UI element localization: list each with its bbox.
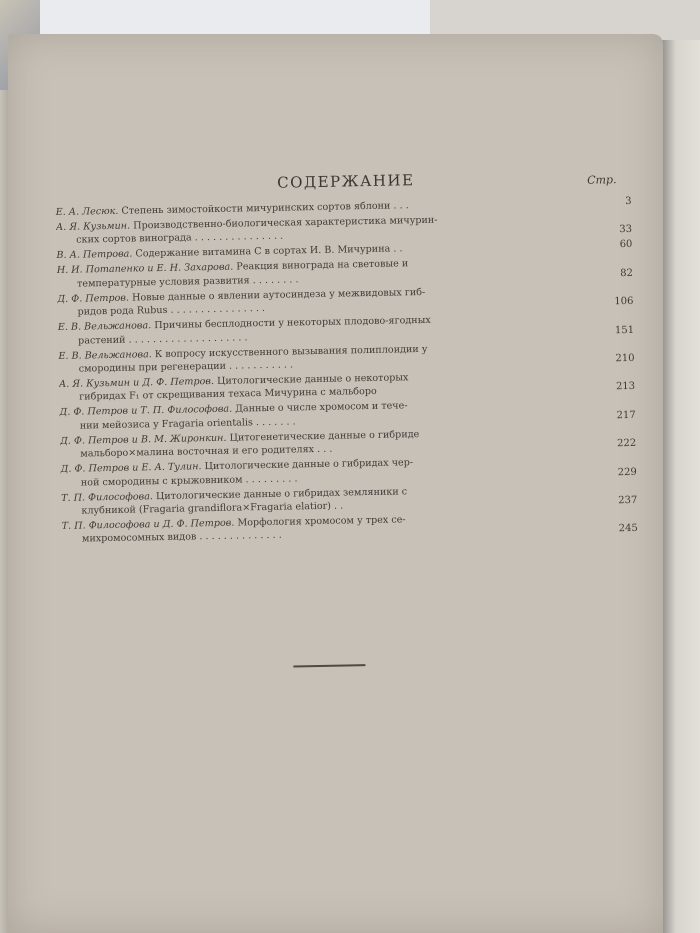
toc-entry-page: 106 (614, 296, 634, 308)
toc-entry-author: Т. П. Философова и Д. Ф. Петров. (61, 517, 235, 532)
toc-entry-text: Цитологические данные о гибридах земляники с (155, 485, 408, 502)
toc-entry-text: Цитологические данные о некоторых (216, 372, 409, 387)
toc-entry-text: Данные о числе хромосом и тече- (235, 400, 408, 416)
toc-entry-text: ной смородины с крыжовником . . . . . . . . . (80, 473, 298, 489)
toc-entry-text: Производственно-биологическая характеристика мичурин- (133, 214, 438, 232)
toc-entry-page: 82 (620, 267, 634, 279)
toc-entry-text: К вопросу искусственного вызывания полиплоидии у (154, 343, 428, 360)
toc-entry-author: Е. В. Вельжанова. (58, 348, 152, 362)
toc-entry-text: Реакция винограда на световые и (236, 258, 409, 273)
page-column-label: Стр. (587, 173, 617, 187)
toc-entry-page: 222 (617, 438, 637, 450)
toc-entry-text: мальборо×малина восточная и его родителях . . . (80, 443, 333, 460)
toc-entry-text: Морфология хромосом у трех се- (237, 514, 406, 529)
toc-entry-text: клубникой (Fragaria grandiflora×Fragaria elatior) . . (81, 500, 344, 517)
toc-entry-page: 60 (619, 239, 633, 251)
toc-entry-author: Д. Ф. Петров и Е. А. Тулин. (60, 461, 202, 476)
toc-entry-author: Е. В. Вельжанова. (57, 320, 152, 334)
toc-entry-author: Д. Ф. Петров и В. М. Жиронкин. (59, 432, 227, 447)
toc-entry-author: Н. И. Потапенко и Е. Н. Захарова. (56, 262, 234, 277)
toc-entry-text: ских сортов винограда . . . . . . . . . . . . . . . (76, 231, 284, 247)
toc-entry-text: михромосомных видов . . . . . . . . . . . . . . (81, 530, 282, 546)
toc-entry-author: А. Я. Кузьмин и Д. Ф. Петров. (58, 376, 215, 390)
toc-entry-page: 217 (616, 409, 636, 422)
toc-entry-text: Степень зимостойкости мичуринских сортов яблони . . . (121, 200, 409, 217)
toc-entry-author: Е. А. Лесюк. (55, 205, 119, 218)
toc-entry-text: нии мейозиса у Fragaria orientalis . . . . . . . (79, 416, 296, 432)
toc-entry-text: Причины бесплодности у некоторых плодово-ягодных (154, 315, 431, 332)
toc-entry-text: смородины при регенерации . . . . . . . . . . . (78, 359, 294, 375)
toc-entry-page: 3 (625, 195, 632, 208)
toc-title: СОДЕРЖАНИЕ (276, 171, 415, 192)
toc-entry-text: Цитологические данные о гибридах чер- (204, 457, 414, 473)
toc-entries (55, 195, 638, 548)
toc-entry-author: Д. Ф. Петров. (57, 292, 130, 305)
toc-entry-page: 245 (618, 523, 638, 535)
toc-entry-author: Т. П. Философова. (61, 490, 154, 504)
toc-entry-page: 210 (615, 352, 635, 365)
toc-entry-page: 33 (619, 224, 633, 236)
toc-entry-text: Цитогенетические данные о гибриде (229, 428, 420, 444)
toc-entry-text: гибридах F₁ от скрещивания техаса Мичурина с мальборо (79, 386, 377, 404)
toc-entry-page: 151 (614, 324, 635, 336)
toc-entry-text: Содержание витамина С в сортах И. В. Мичурина . . (135, 243, 403, 260)
toc-entry-text: растений . . . . . . . . . . . . . . . . . . . . (78, 331, 248, 347)
background-book-edge (660, 40, 700, 933)
toc-entry-page: 213 (615, 381, 636, 393)
toc-entry-page: 237 (618, 494, 638, 507)
toc-entry-author: А. Я. Кузьмин. (55, 220, 131, 233)
toc-entry-text: ридов рода Rubus . . . . . . . . . . . . . . . . (77, 303, 266, 318)
toc-entry-author: Д. Ф. Петров и Т. П. Философова. (59, 404, 233, 419)
toc-entry-text: температурные условия развития . . . . . . . . (76, 274, 299, 290)
toc-entry-page: 229 (617, 466, 637, 478)
toc-entry-text: Новые данные о явлении аутосиндеза у межвидовых гиб- (131, 286, 426, 304)
toc-entry-author: В. А. Петрова. (56, 248, 133, 262)
